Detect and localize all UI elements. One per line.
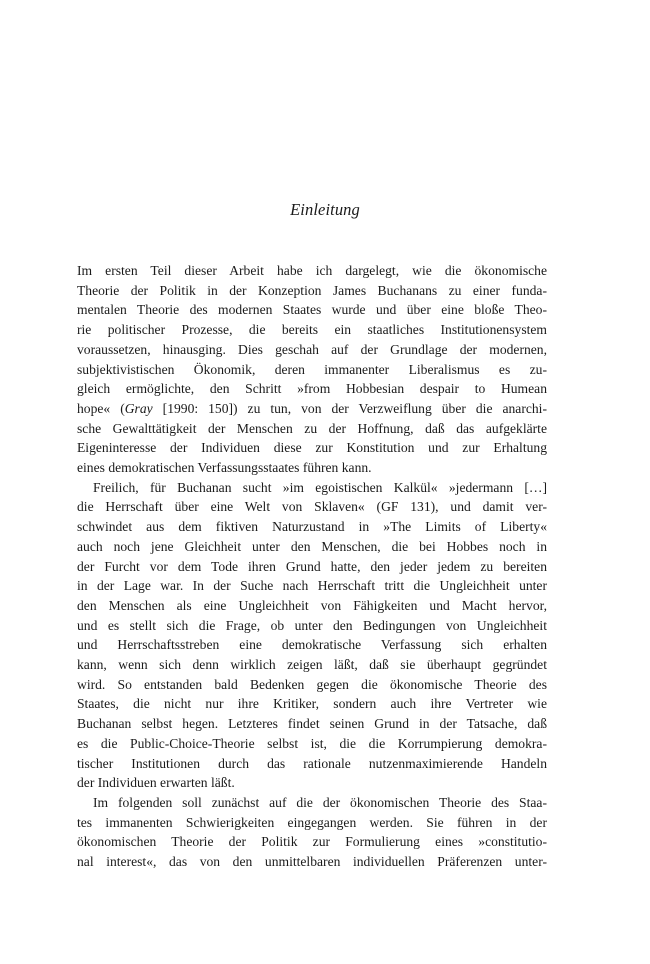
text-line: den Menschen als eine Ungleichheit von Fähigkeiten und Macht hervor, (77, 597, 547, 613)
text-line: auch noch jene Gleichheit unter den Menschen, die bei Hobbes noch in (77, 538, 547, 554)
text-line: in der Lage war. In der Suche nach Herrschaft tritt die Ungleichheit unter (77, 578, 547, 594)
text-line: schwindet aus dem fiktiven Naturzustand in »The Limits of Liberty« (77, 519, 547, 535)
author-name-italic: Gray (124, 400, 153, 416)
text-line: Im folgenden soll zunächst auf die der ökonomischen Theorie des Staa- (93, 794, 547, 810)
text-line: gleich ermöglichte, den Schritt »from Hobbesian despair to Humean (77, 381, 547, 397)
text-line: voraussetzen, hinausging. Dies geschah auf der Grundlage der modernen, (77, 341, 547, 357)
text-line: kann, wenn sich denn wirklich zeigen läßt, daß sie überhaupt gegründet (77, 657, 547, 673)
paragraph (77, 793, 547, 872)
text-line: eines demokratischen Verfassungsstaates führen kann. (77, 460, 372, 476)
text-segment: hope« ( (77, 400, 125, 416)
text-line: Staates, die nicht nur ihre Kritiker, sondern auch ihre Vertreter wie (77, 696, 547, 712)
text-line: rie politischer Prozesse, die bereits ein staatliches Institutionensystem (77, 322, 547, 338)
text-line: Im ersten Teil dieser Arbeit habe ich dargelegt, wie die ökonomische (77, 263, 547, 278)
text-line: subjektivistischen Ökonomik, deren immanenter Liberalismus es zu- (77, 361, 547, 377)
text-line: es die Public-Choice-Theorie selbst ist, die die Korrumpierung demokra- (77, 735, 547, 751)
text-line: Theorie der Politik in der Konzeption James Buchanans zu einer funda- (77, 282, 547, 298)
text-line: und Herrschaftsstreben eine demokratische Verfassung sich erhalten (77, 637, 547, 653)
text-line: sche Gewalttätigkeit der Menschen zu der Hoffnung, daß das aufgeklärte (77, 420, 547, 436)
text-line: der Individuen erwarten läßt. (77, 775, 235, 791)
text-line: der Furcht vor dem Tode ihren Grund hatte, den jeder jedem zu bereiten (77, 558, 547, 574)
paragraph (77, 261, 547, 478)
text-line: Buchanan selbst hegen. Letzteres findet seinen Grund in der Tatsache, daß (77, 716, 547, 732)
text-line (77, 399, 547, 419)
paragraph (77, 478, 547, 793)
text-line: und es stellt sich die Frage, ob unter den Bedingungen von Ungleichheit (77, 617, 547, 633)
text-segment: [1990: 150]) zu tun, von der Verzweiflung über die anarchi- (152, 400, 547, 416)
text-line: tes immanenten Schwierigkeiten eingegangen werden. Sie führen in der (77, 814, 547, 830)
chapter-heading: Einleitung (290, 200, 360, 219)
text-line: die Herrschaft über eine Welt von Sklaven« (GF 131), und damit ver- (77, 499, 547, 515)
text-line: ökonomischen Theorie der Politik zur Formulierung eines »constitutio- (77, 834, 547, 850)
text-line: nal interest«, das von den unmittelbaren individuellen Präferenzen unter- (77, 854, 547, 870)
text-line: tischer Institutionen durch das rationale nutzenmaximierende Handeln (77, 755, 547, 771)
body-text (77, 261, 547, 872)
text-line: Freilich, für Buchanan sucht »im egoistischen Kalkül« »jedermann […] (93, 479, 547, 495)
text-line: Eigeninteresse der Individuen diese zur Konstitution und zur Erhaltung (77, 440, 547, 456)
text-line: mentalen Theorie des modernen Staates wurde und über eine bloße Theo- (77, 302, 547, 318)
text-line: wird. So entstanden bald Bedenken gegen die ökonomische Theorie des (77, 676, 547, 692)
